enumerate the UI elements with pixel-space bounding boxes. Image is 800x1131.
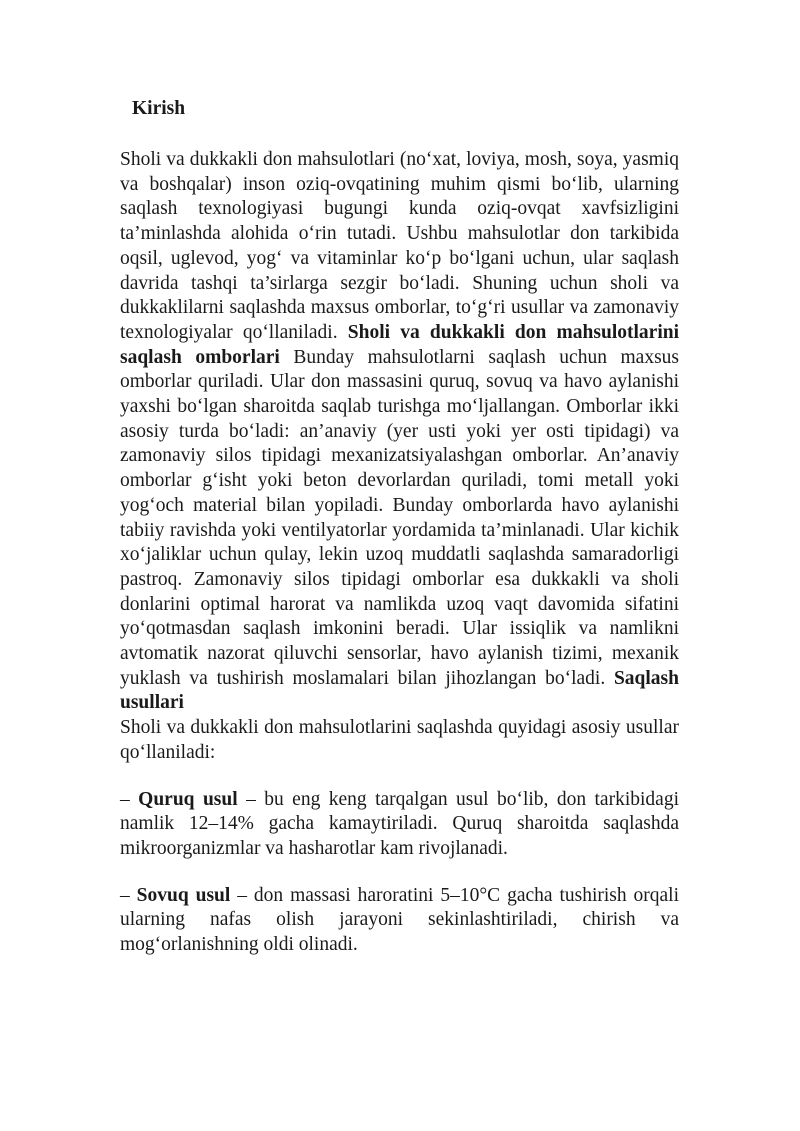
intro-text: Sholi va dukkakli don mahsulotlari (no‘xat, loviya, mosh, soya, yasmiq va boshqalar) inson oziq-ovqatining muhim qismi bo‘lib, ularning saqlash texnologiyasi bugungi kunda oziq-ovqat xavfsizligini ta’minlashda alohida o‘rin tutadi. Ushbu mahsulotlar don tarkibida oqsil, uglevod, yog‘ va vitaminlar ko‘p bo‘lgani uchun, ular saqlash davrida tashqi ta’sirlarga sezgir bo‘ladi. Shuning uchun sholi va dukkaklilarni saqlashda maxsus omborlar, to‘g‘ri usullar va zamonaviy texnologiyalar qo‘llaniladi. [120, 149, 679, 343]
methods-intro-paragraph: Sholi va dukkakli don mahsulotlarini saqlashda quyidagi asosiy usullar qo‘llaniladi: [120, 717, 679, 763]
method-item-dry [120, 788, 679, 862]
list-dash: – [120, 884, 137, 906]
method-description: – don massasi haroratini 5–10°C gacha tushirish orqali ularning nafas olish jarayoni sekinlashtiriladi, chirish va mog‘orlanishning oldi olinadi. [120, 884, 680, 956]
section-title-storage-warehouses: Sholi va dukkakli don mahsulotlarini saqlash omborlari [120, 321, 679, 368]
warehouses-text: Bunday mahsulotlarni saqlash uchun maxsus omborlar quriladi. Ular don massasini quruq, sovuq va havo aylanishi yaxshi bo‘lgan sharoitda saqlab turishga mo‘ljallangan. Omborlar ikki asosiy turda bo‘ladi: an’anaviy (yer usti yoki yer osti tipidagi) va zamonaviy silos tipidagi mexanizatsiyalashgan omborlar. An’anaviy omborlar g‘isht yoki beton devorlardan quriladi, tomi metall yoki yog‘och material bilan yopiladi. Bunday omborlarda havo aylanishi tabiiy ravishda yoki ventilyatorlar yordamida ta’minlanadi. Ular kichik xo‘jaliklar uchun qulay, lekin uzoq muddatli saqlashda samaradorligi pastroq. Zamonaviy silos tipidagi omborlar esa dukkakli va sholi donlarini optimal harorat va namlikda uzoq vaqt davomida sifatini yo‘qotmasdan saqlash imkonini beradi. Ular issiqlik va namlikni avtomatik nazorat qiluvchi sensorlar, havo aylanish tizimi, mexanik yuklash va tushirish moslamalari bilan jihozlangan bo‘ladi. [120, 346, 680, 689]
list-dash: – [120, 788, 139, 810]
method-name: Sovuq usul [136, 884, 231, 906]
document-heading: Kirish [132, 98, 186, 119]
intro-paragraph [120, 148, 679, 716]
section-title-storage-methods: Saqlash usullari [120, 667, 679, 714]
method-description: – bu eng keng tarqalgan usul bo‘lib, don tarkibidagi namlik 12–14% gacha kamaytiriladi. Quruq sharoitda saqlashda mikroorganizmlar va hasharotlar kam rivojlanadi. [120, 788, 679, 859]
method-name: Quruq usul [138, 788, 238, 810]
document-page [120, 92, 679, 958]
method-item-cold [120, 884, 679, 958]
